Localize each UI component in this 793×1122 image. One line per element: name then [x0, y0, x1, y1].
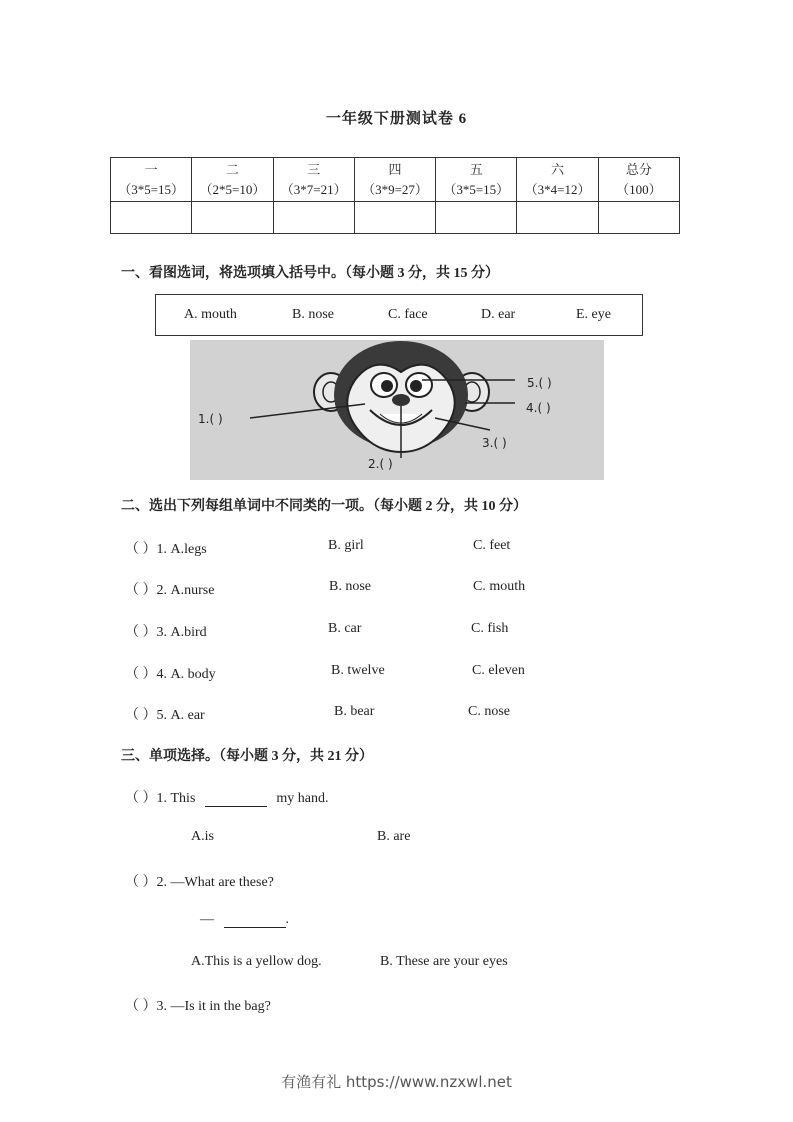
section3-heading: 三、单项选择。（每小题 3 分，共 21 分）	[121, 749, 373, 764]
score-blank-cell[interactable]	[436, 202, 517, 234]
picture-label-2: 2.( )	[368, 457, 393, 471]
option-b: B. nose	[292, 307, 334, 322]
picture-label-3: 3.( )	[482, 436, 507, 450]
header-points: （100）	[616, 181, 662, 197]
question-1-suffix: my hand.	[276, 791, 329, 806]
header-name: 二	[225, 161, 239, 177]
score-blank-cell[interactable]	[111, 202, 192, 234]
options-box	[155, 294, 643, 336]
score-header-cell	[354, 158, 435, 202]
choice-c: C. nose	[468, 704, 510, 719]
choice-b: B. These are your eyes	[380, 954, 508, 969]
header-points: （2*5=10）	[199, 181, 266, 197]
dash: —	[200, 912, 214, 927]
choice-c: C. mouth	[473, 579, 526, 594]
choice-c: C. eleven	[472, 663, 525, 678]
header-name: 六	[551, 161, 565, 177]
score-header-cell	[436, 158, 517, 202]
score-blank-cell[interactable]	[273, 202, 354, 234]
question-2-answer-line	[200, 912, 289, 928]
choice-b: B. car	[328, 621, 362, 636]
option-c: C. face	[388, 307, 428, 322]
header-name: 五	[469, 161, 483, 177]
picture-label-1: 1.( )	[198, 412, 223, 426]
question-3-stem: （ ）3. —Is it in the bag?	[125, 999, 271, 1014]
question-number: （ ）1. A.legs	[125, 542, 207, 557]
choice-b: B. nose	[329, 579, 371, 594]
score-table	[110, 157, 680, 234]
choice-b: B. girl	[328, 538, 364, 553]
monkey-face-picture	[190, 340, 604, 480]
question-number: （ ）4. A. body	[125, 667, 216, 682]
choice-b: B. are	[377, 829, 411, 844]
picture-label-4: 4.( )	[526, 401, 551, 415]
score-blank-cell[interactable]	[517, 202, 598, 234]
question-1-stem	[125, 787, 329, 807]
header-name: 三	[307, 161, 321, 177]
question-1-prefix: （ ）1. This	[125, 791, 196, 806]
score-header-cell	[192, 158, 273, 202]
picture-label-5: 5.( )	[527, 376, 552, 390]
score-header-cell	[111, 158, 192, 202]
score-blank-cell[interactable]	[354, 202, 435, 234]
header-name: 一	[144, 161, 158, 177]
answer-blank[interactable]	[205, 794, 267, 807]
header-points: （3*5=15）	[443, 181, 510, 197]
choice-b: B. bear	[334, 704, 375, 719]
option-e: E. eye	[576, 307, 611, 322]
choice-b: B. twelve	[331, 663, 385, 678]
header-points: （3*7=21）	[280, 181, 347, 197]
period: .	[285, 912, 289, 927]
option-a: A. mouth	[184, 307, 237, 322]
header-points: （3*4=12）	[524, 181, 591, 197]
score-header-cell	[517, 158, 598, 202]
question-2-stem: （ ）2. —What are these?	[125, 875, 274, 890]
choice-c: C. fish	[471, 621, 509, 636]
choice-c: C. feet	[473, 538, 511, 553]
footer-watermark: 有渔有礼 https://www.nzxwl.net	[281, 1073, 512, 1091]
score-blank-cell[interactable]	[192, 202, 273, 234]
score-blank-cell[interactable]	[598, 202, 679, 234]
section2-heading: 二、选出下列每组单词中不同类的一项。（每小题 2 分，共 10 分）	[121, 499, 527, 514]
header-name: 四	[388, 161, 402, 177]
choice-a: A.is	[191, 829, 214, 844]
question-number: （ ）2. A.nurse	[125, 583, 215, 598]
choice-a: A.This is a yellow dog.	[191, 954, 322, 969]
score-header-cell	[273, 158, 354, 202]
score-header-cell	[598, 158, 679, 202]
section1-heading: 一、看图选词，将选项填入括号中。（每小题 3 分，共 15 分）	[121, 266, 499, 281]
option-d: D. ear	[481, 307, 516, 322]
header-points: （3*5=15）	[118, 181, 185, 197]
header-points: （3*9=27）	[362, 181, 428, 197]
question-number: （ ）3. A.bird	[125, 625, 207, 640]
answer-blank[interactable]	[224, 915, 286, 928]
header-name: 总分	[625, 161, 652, 177]
question-number: （ ）5. A. ear	[125, 708, 205, 723]
page-title: 一年级下册测试卷 6	[325, 111, 468, 127]
